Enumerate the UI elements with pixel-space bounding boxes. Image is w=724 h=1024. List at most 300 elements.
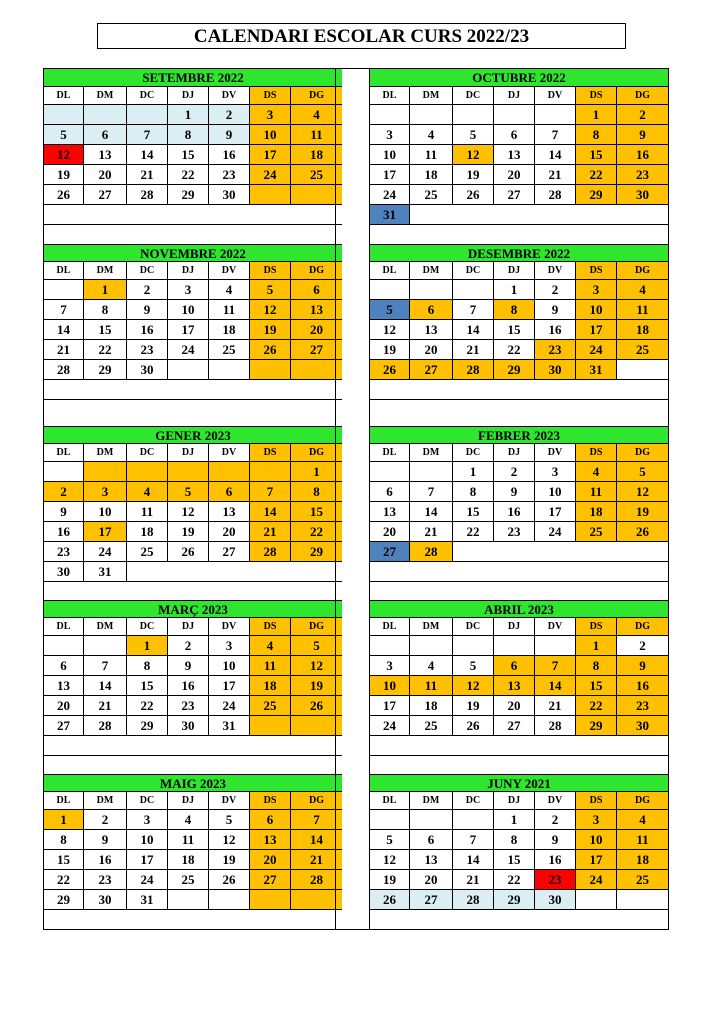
day-name-header: DL (44, 618, 84, 636)
day-cell: 28 (410, 542, 453, 562)
day-cell: 6 (494, 656, 535, 676)
day-cell: 1 (127, 636, 168, 656)
day-cell: 23 (535, 870, 576, 890)
day-cell: 2 (617, 105, 668, 125)
day-name-header: DC (127, 792, 168, 810)
day-cell: 7 (127, 125, 168, 145)
day-cell: 8 (44, 830, 84, 850)
day-cell (168, 360, 209, 380)
day-cell (410, 636, 453, 656)
day-cell: 6 (410, 300, 453, 320)
day-cell (535, 636, 576, 656)
day-cell: 7 (291, 810, 342, 830)
day-name-header: DG (291, 87, 342, 105)
day-cell: 19 (291, 676, 342, 696)
day-cell (250, 185, 291, 205)
day-name-header: DV (209, 87, 250, 105)
day-cell: 22 (494, 340, 535, 360)
day-cell (209, 890, 250, 910)
day-cell: 21 (84, 696, 127, 716)
day-cell: 1 (84, 280, 127, 300)
day-cell: 13 (410, 850, 453, 870)
month-block (370, 774, 668, 930)
day-cell: 14 (250, 502, 291, 522)
day-cell: 27 (410, 360, 453, 380)
day-cell: 11 (250, 656, 291, 676)
day-cell: 22 (44, 870, 84, 890)
day-cell: 19 (168, 522, 209, 542)
day-cell: 28 (127, 185, 168, 205)
day-cell: 1 (576, 636, 617, 656)
day-cell: 14 (535, 145, 576, 165)
day-cell (535, 105, 576, 125)
day-cell: 16 (535, 850, 576, 870)
day-name-header: DM (84, 444, 127, 462)
day-cell: 6 (410, 830, 453, 850)
day-cell: 14 (410, 502, 453, 522)
day-cell: 17 (127, 850, 168, 870)
day-cell: 4 (209, 280, 250, 300)
day-cell: 28 (453, 890, 494, 910)
day-cell: 28 (250, 542, 291, 562)
day-name-header: DM (410, 792, 453, 810)
month-block (44, 244, 342, 400)
day-cell: 24 (576, 870, 617, 890)
day-cell: 15 (44, 850, 84, 870)
day-cell (84, 636, 127, 656)
day-cell: 11 (410, 145, 453, 165)
day-name-header: DC (453, 262, 494, 280)
day-name-header: DJ (494, 87, 535, 105)
day-cell (494, 636, 535, 656)
day-cell: 5 (453, 656, 494, 676)
day-cell: 15 (494, 850, 535, 870)
day-cell: 13 (44, 676, 84, 696)
day-name-header: DV (535, 618, 576, 636)
day-cell: 28 (44, 360, 84, 380)
day-cell: 27 (494, 185, 535, 205)
empty-row-remainder (370, 562, 668, 582)
day-name-header: DL (44, 87, 84, 105)
day-cell: 16 (127, 320, 168, 340)
day-name-header: DL (370, 618, 410, 636)
day-cell: 2 (127, 280, 168, 300)
day-cell: 25 (617, 340, 668, 360)
day-cell (209, 462, 250, 482)
day-cell: 22 (576, 165, 617, 185)
day-cell: 24 (250, 165, 291, 185)
day-cell: 18 (410, 696, 453, 716)
day-name-header: DS (250, 792, 291, 810)
day-name-header: DM (84, 618, 127, 636)
day-cell: 29 (576, 185, 617, 205)
day-cell: 26 (617, 522, 668, 542)
month-title: MAIG 2023 (44, 774, 342, 792)
day-cell: 3 (535, 462, 576, 482)
day-cell: 19 (209, 850, 250, 870)
day-cell: 9 (44, 502, 84, 522)
day-cell: 1 (494, 810, 535, 830)
day-name-header: DC (127, 444, 168, 462)
day-name-header: DG (617, 262, 668, 280)
day-cell: 17 (250, 145, 291, 165)
day-cell (410, 810, 453, 830)
day-cell: 26 (453, 716, 494, 736)
day-cell: 18 (410, 165, 453, 185)
day-cell: 22 (291, 522, 342, 542)
day-cell: 18 (291, 145, 342, 165)
day-cell: 18 (617, 850, 668, 870)
day-cell: 26 (370, 360, 410, 380)
day-cell: 21 (127, 165, 168, 185)
day-cell: 17 (84, 522, 127, 542)
day-cell: 1 (168, 105, 209, 125)
day-cell: 8 (576, 656, 617, 676)
day-cell: 6 (84, 125, 127, 145)
day-cell: 26 (168, 542, 209, 562)
day-cell: 24 (168, 340, 209, 360)
day-cell: 26 (453, 185, 494, 205)
day-cell: 28 (84, 716, 127, 736)
day-cell (84, 105, 127, 125)
day-cell: 10 (84, 502, 127, 522)
day-cell: 10 (209, 656, 250, 676)
day-cell: 9 (617, 125, 668, 145)
day-cell: 28 (535, 716, 576, 736)
day-cell: 23 (84, 870, 127, 890)
day-cell: 3 (370, 125, 410, 145)
day-cell: 7 (44, 300, 84, 320)
day-cell: 16 (617, 145, 668, 165)
day-cell: 19 (453, 165, 494, 185)
day-cell: 26 (370, 890, 410, 910)
day-cell: 12 (617, 482, 668, 502)
day-cell: 12 (453, 145, 494, 165)
day-cell: 30 (617, 716, 668, 736)
day-name-header: DG (617, 792, 668, 810)
day-cell: 29 (494, 890, 535, 910)
day-cell: 16 (44, 522, 84, 542)
day-cell: 25 (168, 870, 209, 890)
day-cell (44, 280, 84, 300)
day-name-header: DG (291, 792, 342, 810)
day-cell: 17 (370, 696, 410, 716)
day-cell: 18 (576, 502, 617, 522)
day-cell: 14 (291, 830, 342, 850)
empty-row-remainder (44, 205, 342, 225)
day-cell: 28 (291, 870, 342, 890)
day-cell: 27 (494, 716, 535, 736)
day-cell: 2 (535, 280, 576, 300)
day-name-header: DS (250, 87, 291, 105)
day-cell: 10 (168, 300, 209, 320)
day-cell: 27 (44, 716, 84, 736)
day-cell (453, 810, 494, 830)
day-cell: 25 (250, 696, 291, 716)
day-name-header: DM (410, 87, 453, 105)
day-cell: 21 (453, 870, 494, 890)
day-cell: 23 (617, 696, 668, 716)
day-cell: 12 (250, 300, 291, 320)
day-cell: 25 (127, 542, 168, 562)
day-cell: 29 (168, 185, 209, 205)
day-name-header: DL (44, 792, 84, 810)
day-name-header: DV (535, 87, 576, 105)
day-cell: 13 (209, 502, 250, 522)
day-cell: 14 (84, 676, 127, 696)
day-cell (168, 890, 209, 910)
day-cell (127, 105, 168, 125)
day-name-header: DC (127, 262, 168, 280)
day-cell: 18 (209, 320, 250, 340)
day-cell: 23 (127, 340, 168, 360)
day-cell: 20 (84, 165, 127, 185)
day-cell: 12 (168, 502, 209, 522)
month-title: SETEMBRE 2022 (44, 69, 342, 87)
day-cell: 22 (168, 165, 209, 185)
day-name-header: DJ (494, 262, 535, 280)
day-name-header: DJ (168, 444, 209, 462)
day-name-header: DM (84, 262, 127, 280)
day-cell: 8 (576, 125, 617, 145)
day-cell: 24 (127, 870, 168, 890)
day-cell: 6 (370, 482, 410, 502)
day-cell: 23 (168, 696, 209, 716)
day-cell: 23 (44, 542, 84, 562)
day-cell: 17 (576, 850, 617, 870)
day-cell: 9 (535, 300, 576, 320)
day-cell: 3 (370, 656, 410, 676)
day-cell: 16 (209, 145, 250, 165)
day-cell: 15 (576, 145, 617, 165)
day-cell: 22 (127, 696, 168, 716)
day-cell: 1 (291, 462, 342, 482)
day-name-header: DM (410, 262, 453, 280)
day-cell: 29 (127, 716, 168, 736)
day-name-header: DS (576, 792, 617, 810)
empty-row-remainder (44, 380, 342, 400)
day-cell: 20 (291, 320, 342, 340)
day-name-header: DG (617, 444, 668, 462)
day-cell: 15 (84, 320, 127, 340)
day-name-header: DJ (494, 792, 535, 810)
day-cell: 9 (127, 300, 168, 320)
day-name-header: DL (370, 444, 410, 462)
day-cell: 13 (250, 830, 291, 850)
day-cell: 10 (250, 125, 291, 145)
month-title: DESEMBRE 2022 (370, 244, 668, 262)
day-name-header: DM (410, 444, 453, 462)
day-cell: 10 (576, 830, 617, 850)
day-cell: 18 (617, 320, 668, 340)
day-cell: 13 (291, 300, 342, 320)
month-block (370, 600, 668, 756)
day-cell (370, 280, 410, 300)
month-title: OCTUBRE 2022 (370, 69, 668, 87)
day-cell: 12 (44, 145, 84, 165)
day-cell: 11 (291, 125, 342, 145)
day-cell: 30 (44, 562, 84, 582)
day-cell: 5 (209, 810, 250, 830)
empty-row-remainder (410, 205, 668, 225)
day-name-header: DS (576, 87, 617, 105)
day-cell: 26 (250, 340, 291, 360)
day-cell: 11 (410, 676, 453, 696)
day-cell: 17 (168, 320, 209, 340)
day-cell: 14 (453, 850, 494, 870)
day-cell: 2 (535, 810, 576, 830)
day-cell: 10 (576, 300, 617, 320)
empty-row-remainder (453, 542, 668, 562)
empty-row-remainder (370, 736, 668, 756)
day-cell: 8 (494, 830, 535, 850)
day-cell: 11 (127, 502, 168, 522)
day-cell: 7 (535, 125, 576, 145)
day-cell: 30 (168, 716, 209, 736)
day-name-header: DJ (168, 87, 209, 105)
day-cell (617, 890, 668, 910)
empty-row-remainder (370, 910, 668, 930)
day-cell: 5 (168, 482, 209, 502)
day-name-header: DC (127, 87, 168, 105)
day-cell: 15 (576, 676, 617, 696)
day-cell: 24 (84, 542, 127, 562)
month-title: GENER 2023 (44, 426, 342, 444)
day-cell: 13 (370, 502, 410, 522)
day-cell: 4 (168, 810, 209, 830)
month-block (44, 600, 342, 756)
day-name-header: DM (84, 792, 127, 810)
day-cell: 15 (494, 320, 535, 340)
day-cell: 27 (410, 890, 453, 910)
day-cell: 7 (453, 830, 494, 850)
day-cell: 24 (370, 185, 410, 205)
day-name-header: DC (453, 618, 494, 636)
day-cell: 30 (127, 360, 168, 380)
day-cell: 2 (168, 636, 209, 656)
day-cell: 7 (453, 300, 494, 320)
day-name-header: DJ (168, 792, 209, 810)
day-cell: 30 (617, 185, 668, 205)
day-cell: 3 (250, 105, 291, 125)
day-cell: 10 (370, 676, 410, 696)
day-cell: 18 (250, 676, 291, 696)
day-cell: 21 (535, 165, 576, 185)
day-cell: 16 (535, 320, 576, 340)
day-cell: 1 (44, 810, 84, 830)
day-cell: 8 (494, 300, 535, 320)
day-name-header: DS (576, 444, 617, 462)
day-cell: 11 (209, 300, 250, 320)
day-cell: 27 (291, 340, 342, 360)
column-divider-right (369, 68, 370, 930)
day-cell: 25 (291, 165, 342, 185)
day-cell: 13 (84, 145, 127, 165)
day-cell (250, 360, 291, 380)
empty-row-remainder (617, 360, 668, 380)
day-cell: 31 (370, 205, 410, 225)
day-cell: 15 (291, 502, 342, 522)
day-cell: 31 (576, 360, 617, 380)
month-block (370, 426, 668, 582)
month-block (370, 244, 668, 400)
day-cell: 26 (291, 696, 342, 716)
day-cell (250, 890, 291, 910)
day-cell: 25 (410, 185, 453, 205)
month-title: FEBRER 2023 (370, 426, 668, 444)
day-cell: 3 (576, 280, 617, 300)
day-cell: 1 (494, 280, 535, 300)
day-cell: 16 (84, 850, 127, 870)
empty-row-remainder (44, 736, 342, 756)
day-cell: 27 (370, 542, 410, 562)
day-name-header: DV (209, 792, 250, 810)
day-cell: 11 (617, 830, 668, 850)
day-cell: 5 (291, 636, 342, 656)
day-name-header: DS (576, 618, 617, 636)
day-cell (453, 636, 494, 656)
day-cell: 20 (410, 870, 453, 890)
day-name-header: DJ (168, 618, 209, 636)
day-cell: 12 (370, 320, 410, 340)
day-cell (370, 810, 410, 830)
day-name-header: DC (453, 444, 494, 462)
day-name-header: DL (370, 262, 410, 280)
day-cell: 5 (250, 280, 291, 300)
day-cell: 6 (494, 125, 535, 145)
day-cell: 12 (370, 850, 410, 870)
day-cell: 8 (291, 482, 342, 502)
day-cell (250, 716, 291, 736)
page-title: CALENDARI ESCOLAR CURS 2022/23 (97, 23, 626, 49)
day-cell: 21 (44, 340, 84, 360)
day-cell: 20 (44, 696, 84, 716)
day-cell (410, 462, 453, 482)
day-cell: 25 (617, 870, 668, 890)
day-name-header: DC (127, 618, 168, 636)
day-cell: 3 (84, 482, 127, 502)
day-cell: 4 (617, 280, 668, 300)
month-block (44, 426, 342, 582)
month-title: JUNY 2021 (370, 774, 668, 792)
day-cell: 1 (576, 105, 617, 125)
day-cell: 17 (209, 676, 250, 696)
day-cell: 12 (209, 830, 250, 850)
day-cell: 9 (168, 656, 209, 676)
day-cell (453, 280, 494, 300)
day-cell: 7 (535, 656, 576, 676)
column-divider-left (335, 68, 336, 930)
day-cell: 18 (127, 522, 168, 542)
day-name-header: DJ (494, 444, 535, 462)
day-cell: 25 (209, 340, 250, 360)
day-cell: 16 (168, 676, 209, 696)
month-block (44, 69, 342, 225)
day-cell: 11 (168, 830, 209, 850)
day-cell (370, 636, 410, 656)
day-name-header: DJ (494, 618, 535, 636)
day-name-header: DV (535, 792, 576, 810)
day-name-header: DG (291, 444, 342, 462)
day-cell: 6 (209, 482, 250, 502)
day-cell: 23 (209, 165, 250, 185)
day-cell: 30 (209, 185, 250, 205)
day-name-header: DV (209, 618, 250, 636)
day-name-header: DL (370, 792, 410, 810)
day-cell: 24 (576, 340, 617, 360)
day-cell: 15 (453, 502, 494, 522)
day-cell: 30 (84, 890, 127, 910)
